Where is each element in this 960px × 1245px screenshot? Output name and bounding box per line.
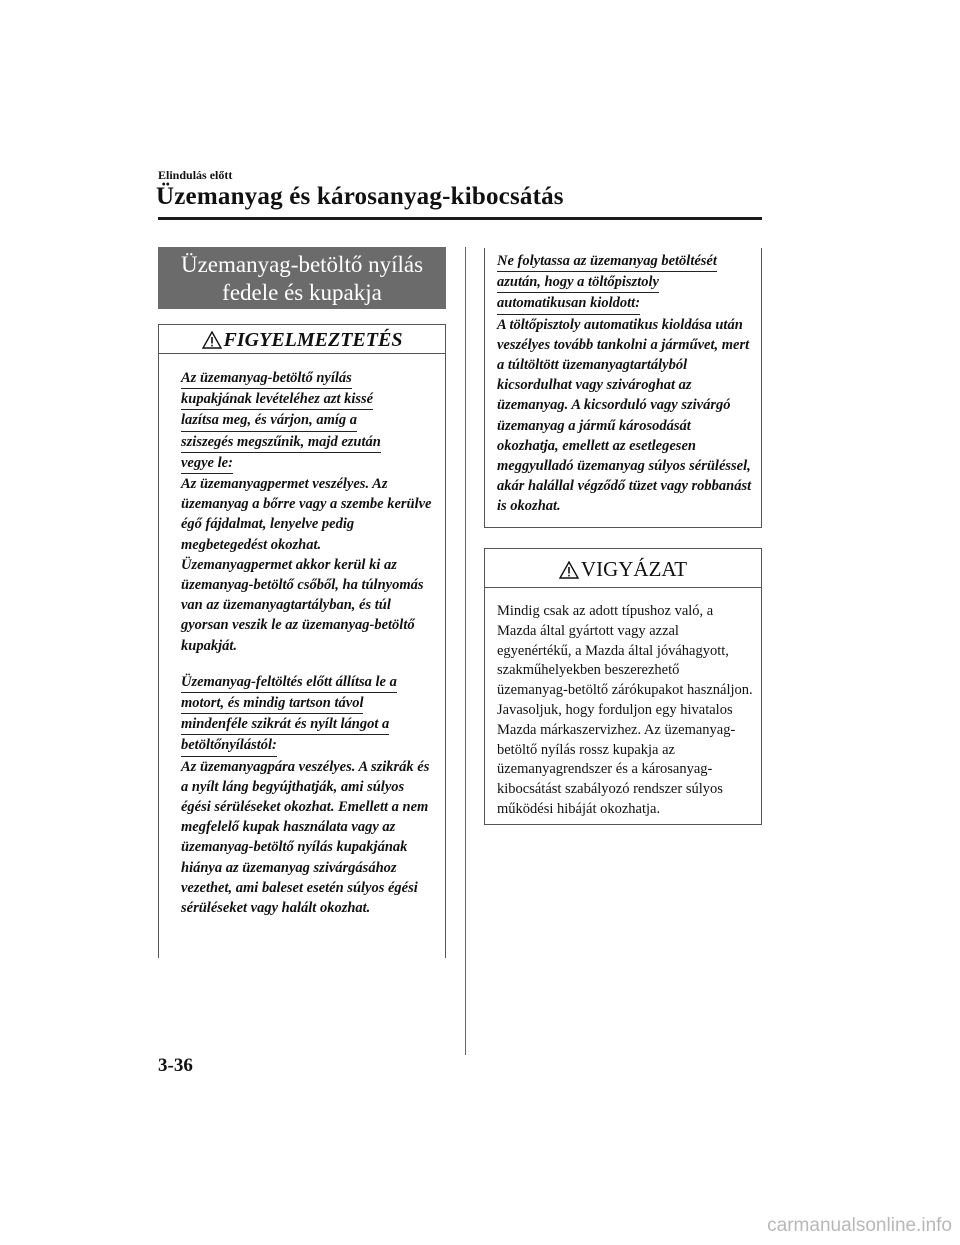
warning-underlined-line: lazítsa meg, és várjon, amíg a: [181, 410, 357, 431]
warning-underlined-line: mindenféle szikrát és nyílt lángot a: [181, 714, 389, 735]
warning-underlined-line: Ne folytassa az üzemanyag betöltését: [497, 251, 717, 272]
warning-underlined-line: Üzemanyag-feltöltés előtt állítsa le a: [181, 672, 397, 693]
warning-header: [159, 325, 445, 354]
section-heading-line2: fedele és kupakja: [222, 280, 382, 305]
warning-body-continued: [485, 248, 761, 517]
warning-box: [158, 324, 446, 958]
caution-text: Mindig csak az adott típushoz való, a Mazda által gyártott vagy azzal egyenértékű, a Mazda által jóváhagyott, szakműhelyekben beszerezhető üzemanyag-betöltő zárókupakot használjon. Javasoljuk, hogy forduljon egy hivatalos Mazda márkaszervizhez. Az üzemanyag-betöltő nyílás rossz kupakja az üzemanyagrendszer és a károsanyag-kibocsátást szabályozó rendszer súlyos működési hibáját okozhatja.: [497, 603, 753, 817]
section-heading-line1: Üzemanyag-betöltő nyílás: [180, 252, 424, 277]
warning-text: A töltőpisztoly automatikus kioldása után veszélyes tovább tankolni a járművet, mert a túltöltött üzemanyagtartályból kicsordulhat vagy szivároghat az üzemanyag. A kicsorduló vagy szivárgó üzemanyag a jármű károsodását okozhatja, emellett az esetlegesen meggyulladó üzemanyag súlyos sérüléssel, akár halállal végződő tüzet vagy robbanást is okozhat.: [497, 316, 752, 515]
section-label: Elindulás előtt: [158, 168, 233, 182]
warning-underlined-line: sziszegés megszűnik, majd ezután: [181, 432, 381, 453]
warning-underlined-line: motort, és mindig tartson távol: [181, 693, 363, 714]
caution-label: VIGYÁZAT: [580, 557, 688, 581]
warning-triangle-icon: [559, 552, 579, 592]
warning-box-continued: [484, 248, 762, 528]
warning-paragraph-2: [181, 672, 435, 918]
warning-underlined-line: azután, hogy a töltőpisztoly: [497, 272, 659, 293]
warning-text: Az üzemanyagpára veszélyes. A szikrák és a nyílt láng begyújthatják, ami súlyos égési sérüléseket okozhat. Emellett a nem megfelelő kupak használata vagy az üzemanyag-betöltő nyílás kupakjának hiánya az üzemanyag szivárgásához vezethet, ami baleset esetén súlyos égési sérüléseket vagy halált okozhat.: [181, 758, 430, 917]
warning-body: [159, 354, 445, 918]
warning-triangle-icon: [202, 328, 222, 358]
warning-paragraph-3: [497, 251, 755, 517]
warning-underlined-line: kupakjának levételéhez azt kissé: [181, 389, 373, 410]
warning-underlined-line: betöltőnyílástól:: [181, 735, 277, 756]
warning-text: Az üzemanyagpermet veszélyes. Az üzemanyag a bőrre vagy a szembe kerülve égő fájdalmat, lenyelve pedig megbetegedést okozhat. Üzemanyagpermet akkor kerül ki az üzemanyag-betöltő csőből, ha túlnyomás van az üzemanyagtartályban, és túl gyorsan veszik le az üzemanyag-betöltő kupakját.: [181, 476, 432, 654]
page-number: 3-36: [158, 1055, 193, 1076]
title-rule: [158, 217, 762, 220]
watermark: carmanualsonline.info: [767, 1215, 952, 1236]
caution-header: [485, 549, 761, 588]
warning-paragraph-1: [181, 368, 435, 656]
page-title: Üzemanyag és károsanyag-kibocsátás: [156, 183, 564, 210]
warning-underlined-line: automatikusan kioldott:: [497, 293, 640, 314]
warning-underlined-line: Az üzemanyag-betöltő nyílás: [181, 368, 352, 389]
warning-label: FIGYELMEZTETÉS: [223, 329, 403, 351]
warning-underlined-line: vegye le:: [181, 453, 233, 474]
section-heading: [158, 247, 446, 309]
caution-box: [484, 548, 762, 825]
column-divider: [465, 247, 466, 1055]
